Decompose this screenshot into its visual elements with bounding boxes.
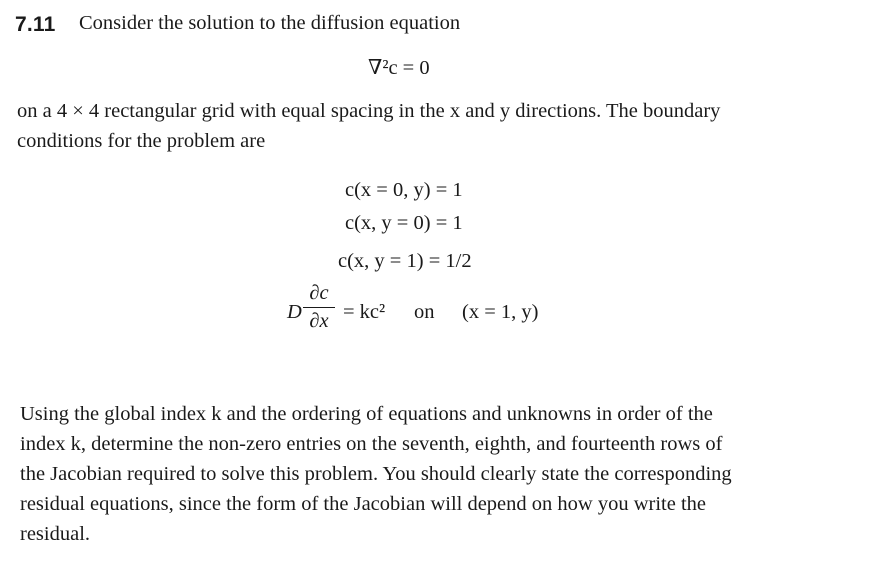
fraction-bar [303, 307, 335, 308]
governing-equation: ∇²c = 0 [368, 57, 430, 79]
question-paragraph [20, 399, 732, 549]
problem-intro: Consider the solution to the diffusion equation [79, 12, 461, 34]
flux-location: (x = 1, y) [462, 301, 539, 323]
on-word: on [414, 301, 435, 323]
flux-rhs: = kc² [343, 301, 386, 323]
boundary-condition-1: c(x = 0, y) = 1 [345, 179, 463, 201]
question-line-2: index k, determine the non-zero entries on the seventh, eighth, and fourteenth rows of [20, 433, 723, 455]
question-line-1: Using the global index k and the ordering of equations and unknowns in order of the [20, 403, 713, 425]
question-line-5: residual. [20, 523, 91, 545]
grid-description-line-2: conditions for the problem are [17, 130, 266, 152]
problem-number: 7.11 [15, 13, 56, 36]
fraction-denominator: ∂x [309, 309, 329, 332]
fraction-numerator: ∂c [309, 282, 329, 304]
partial-derivative-fraction [303, 283, 335, 331]
diffusivity-symbol: D [287, 301, 302, 323]
boundary-condition-3: c(x, y = 1) = 1/2 [338, 250, 472, 272]
boundary-condition-2: c(x, y = 0) = 1 [345, 212, 463, 234]
question-line-4: residual equations, since the form of the Jacobian will depend on how you write the [20, 493, 706, 515]
question-line-3: the Jacobian required to solve this problem. You should clearly state the corresponding [20, 463, 732, 485]
grid-description-line-1: on a 4 × 4 rectangular grid with equal spacing in the x and y directions. The boundary [17, 100, 721, 122]
